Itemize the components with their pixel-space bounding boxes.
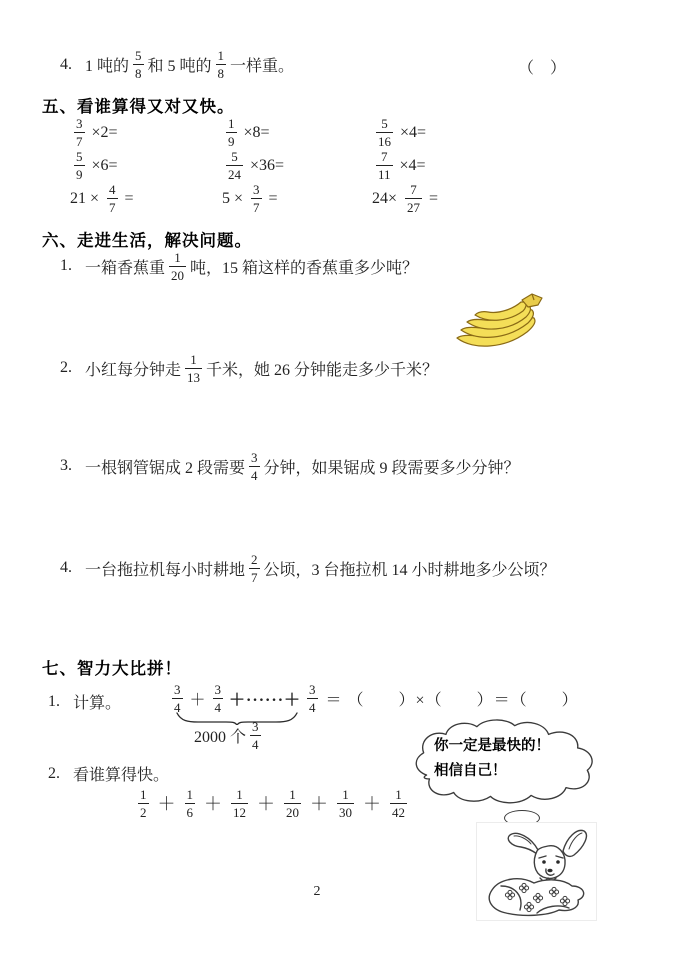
denominator: 4 xyxy=(214,699,222,715)
denominator: 4 xyxy=(174,699,181,715)
denominator: 7 xyxy=(109,200,116,215)
denominator: 12 xyxy=(233,804,246,820)
operand-pre: 24× xyxy=(372,189,398,207)
numerator: 3 xyxy=(174,681,181,697)
denominator: 6 xyxy=(186,804,193,820)
operand-post: = xyxy=(429,189,439,207)
count-text: 2000 个 xyxy=(194,728,247,746)
numerator: 5 xyxy=(76,149,83,164)
denominator: 9 xyxy=(228,134,235,149)
plus-sign: ＋ xyxy=(189,691,206,709)
question-text: 公顷，3 台拖拉机 14 小时耕地多少公顷？ xyxy=(263,561,556,579)
fraction xyxy=(216,49,227,80)
section-7-title: 七、智力大比拼！ xyxy=(42,660,182,678)
numerator: 1 xyxy=(228,116,235,131)
question-text: 一根钢管锯成 2 段需要 xyxy=(85,459,246,477)
numerator: 1 xyxy=(342,786,349,802)
calc-grid xyxy=(70,116,630,215)
numerator: 2 xyxy=(251,551,258,567)
denominator: 9 xyxy=(76,167,83,182)
bubble-line-2: 相信自己！ xyxy=(434,762,507,779)
operand-post: ×2= xyxy=(91,123,118,141)
denominator: 27 xyxy=(407,200,421,215)
question-number: 3. xyxy=(60,457,72,474)
answer-bracket: （ ） xyxy=(518,60,567,77)
numerator: 3 xyxy=(309,681,316,697)
numerator: 7 xyxy=(410,182,417,197)
denominator: 20 xyxy=(171,267,185,283)
denominator: 8 xyxy=(135,66,142,81)
section-5-title: 五、看谁算得又对又快。 xyxy=(42,98,235,116)
denominator: 20 xyxy=(286,804,299,820)
answer-blanks: ＝ （ ）×（ ）＝（ ） xyxy=(325,691,579,709)
question-number: 4. xyxy=(60,559,72,576)
numerator: 1 xyxy=(186,786,193,802)
question-text: 1 吨的 xyxy=(85,58,130,75)
question-text: 和 5 吨的 xyxy=(147,58,212,75)
numerator: 1 xyxy=(289,786,296,802)
denominator: 4 xyxy=(251,467,258,483)
question-text: 看谁算得快。 xyxy=(73,767,170,784)
fraction xyxy=(251,183,262,214)
bubble-line-1: 你一定是最快的！ xyxy=(434,738,550,754)
calc-problem xyxy=(372,149,630,182)
denominator: 2 xyxy=(140,804,147,820)
page-number: 2 xyxy=(313,884,321,899)
bonus-problem-2-label xyxy=(48,762,169,785)
numerator: 4 xyxy=(109,182,116,197)
numerator: 3 xyxy=(76,116,83,131)
question-text: 计算。 xyxy=(73,695,122,712)
operand-post: ×6= xyxy=(91,156,118,174)
denominator: 4 xyxy=(252,736,259,752)
calc-problem xyxy=(70,116,222,149)
denominator: 4 xyxy=(309,699,316,715)
bonus-problem-1-label xyxy=(48,690,121,713)
question-text: 千米，她 26 分钟能走多少千米？ xyxy=(206,361,439,379)
denominator: 7 xyxy=(76,134,83,149)
fraction xyxy=(284,788,301,819)
calc-problem xyxy=(70,182,222,215)
denominator: 11 xyxy=(378,167,391,182)
calc-problem xyxy=(70,149,222,182)
operand-post: = xyxy=(268,189,278,207)
fraction xyxy=(226,150,243,181)
word-problem-1 xyxy=(60,248,418,284)
question-text: 吨，15 箱这样的香蕉重多少吨？ xyxy=(190,259,419,277)
numerator: 5 xyxy=(231,149,238,164)
fraction xyxy=(376,117,393,148)
plus-sign: ＋ xyxy=(310,794,328,814)
denominator: 7 xyxy=(253,200,260,215)
section-6-title: 六、走进生活，解决问题。 xyxy=(42,232,252,250)
word-problem-4 xyxy=(60,550,556,586)
calc-problem xyxy=(372,182,630,215)
plus-sign: ＋ xyxy=(257,794,275,814)
numerator: 1 xyxy=(140,786,147,802)
fraction xyxy=(250,720,261,751)
fraction xyxy=(376,150,393,181)
denominator: 7 xyxy=(251,569,258,585)
numerator: 5 xyxy=(381,116,388,131)
calc-problem xyxy=(222,149,372,182)
ellipsis-plus: ＋······＋ xyxy=(229,691,302,709)
question-text: 分钟，如果锯成 9 段需要多少分钟？ xyxy=(263,459,520,477)
question-number: 4. xyxy=(60,55,72,73)
fraction xyxy=(185,788,196,819)
question-text: 一样重。 xyxy=(230,58,295,75)
fraction xyxy=(74,150,85,181)
fraction-sum xyxy=(134,784,411,822)
denominator: 24 xyxy=(228,167,241,182)
banana-icon xyxy=(452,291,547,352)
fraction xyxy=(133,49,144,80)
operand-post: ×8= xyxy=(243,123,270,141)
fraction xyxy=(405,183,422,214)
operand-post: ×4= xyxy=(400,123,427,141)
encouragement-text xyxy=(434,734,550,784)
plus-sign: ＋ xyxy=(363,794,381,814)
denominator: 13 xyxy=(187,369,201,385)
fraction xyxy=(172,683,183,714)
numerator: 3 xyxy=(251,449,258,465)
operand-pre: 5 × xyxy=(222,189,244,207)
fraction xyxy=(213,683,224,714)
question-text: 小红每分钟走 xyxy=(85,361,182,379)
fraction xyxy=(169,251,186,282)
numerator: 3 xyxy=(214,681,222,697)
thought-bubble xyxy=(404,716,606,808)
calc-problem xyxy=(222,182,372,215)
operand-pre: 21 × xyxy=(70,189,100,207)
underbrace-count xyxy=(194,720,265,750)
fraction xyxy=(337,788,354,819)
operand-post: = xyxy=(124,189,134,207)
operand-post: ×4= xyxy=(399,156,426,174)
numerator: 3 xyxy=(253,182,260,197)
operand-post: ×36= xyxy=(250,156,285,174)
fraction xyxy=(307,683,318,714)
numerator: 1 xyxy=(395,786,402,802)
word-problem-3 xyxy=(60,448,520,484)
fraction xyxy=(74,117,85,148)
question-4 xyxy=(60,47,294,82)
question-number: 2. xyxy=(48,764,60,782)
plus-sign: ＋ xyxy=(204,794,222,814)
denominator: 16 xyxy=(378,134,391,149)
question-number: 2. xyxy=(60,359,72,376)
calc-problem xyxy=(222,116,372,149)
deer-icon xyxy=(477,823,596,920)
numerator: 1 xyxy=(190,351,197,367)
fraction xyxy=(226,117,237,148)
question-number: 1. xyxy=(60,257,72,274)
denominator: 8 xyxy=(217,66,225,81)
fraction xyxy=(231,788,248,819)
fraction xyxy=(185,353,202,384)
fraction xyxy=(107,183,118,214)
numerator: 5 xyxy=(135,48,142,63)
fraction xyxy=(138,788,149,819)
numerator: 7 xyxy=(381,149,388,164)
question-text: 一台拖拉机每小时耕地 xyxy=(85,561,246,579)
word-problem-2 xyxy=(60,350,438,386)
denominator: 42 xyxy=(392,804,405,820)
fraction xyxy=(249,451,260,482)
numerator: 3 xyxy=(252,718,259,734)
plus-sign: ＋ xyxy=(157,794,176,814)
question-text: 一箱香蕉重 xyxy=(85,259,166,277)
fraction xyxy=(249,553,260,584)
numerator: 1 xyxy=(174,249,181,265)
denominator: 30 xyxy=(339,804,352,820)
question-number: 1. xyxy=(48,692,60,710)
numerator: 1 xyxy=(236,786,243,802)
numerator: 1 xyxy=(217,48,225,63)
calc-problem xyxy=(372,116,630,149)
